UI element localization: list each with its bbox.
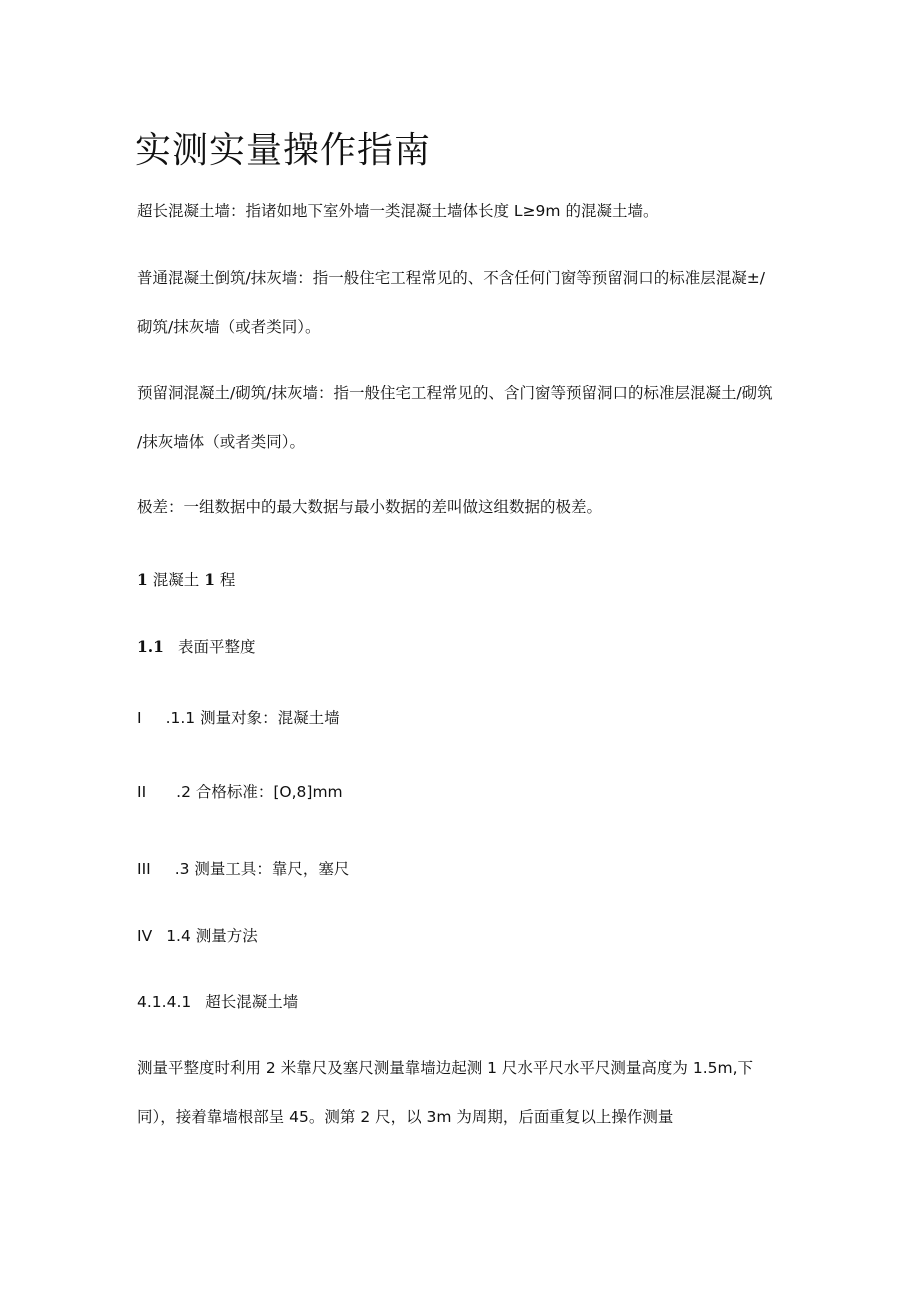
- list-item-3: [137, 859, 349, 879]
- definition-opening-wall-line1: 预留洞混凝土/砌筑/抹灰墙：指一般住宅工程常见的、含门窗等预留洞口的标准层混凝土/砌筑: [137, 384, 773, 402]
- section-text: 表面平整度: [177, 638, 256, 656]
- definition-range: 极差：一组数据中的最大数据与最小数据的差叫做这组数据的极差。: [137, 498, 603, 516]
- list-roman: IV: [137, 927, 153, 945]
- section-number: 1: [137, 570, 148, 589]
- list-roman: I: [137, 709, 142, 727]
- definition-opening-wall-line2: /抹灰墙体（或者类同）。: [137, 433, 305, 451]
- section-number-2: 1: [204, 570, 215, 589]
- subsection-text: 超长混凝土墙: [205, 993, 299, 1011]
- section-text: 混凝土: [152, 571, 200, 589]
- list-text: .1.1 测量对象：混凝土墙: [165, 709, 340, 727]
- definition-long-wall: 超长混凝土墙：指诸如地下室外墙一类混凝土墙体长度 L≥9m 的混凝土墙。: [137, 202, 659, 220]
- list-item-4: [137, 926, 258, 946]
- subsection-number: 4.1.4.1: [137, 993, 192, 1011]
- list-text: .3 测量工具：靠尺，塞尺: [174, 860, 350, 878]
- body-text-line1: 测量平整度时利用 2 米靠尺及塞尺测量靠墙边起测 1 尺水平尺水平尺测量高度为 1.5m,下: [137, 1059, 754, 1077]
- section-text-2: 程: [219, 571, 236, 589]
- list-roman: II: [137, 783, 147, 801]
- list-text: .2 合格标准：[O,8]mm: [176, 783, 343, 801]
- list-item-2: [137, 782, 343, 802]
- body-text-line2: 同），接着靠墙根部呈 45。测第 2 尺，以 3m 为周期，后面重复以上操作测量: [137, 1108, 674, 1126]
- definition-normal-wall-line1: 普通混凝土倒筑/抹灰墙：指一般住宅工程常见的、不含任何门窗等预留洞口的标准层混凝±/: [137, 269, 765, 287]
- list-item-1: [137, 708, 340, 728]
- definition-normal-wall-line2: 砌筑/抹灰墙（或者类同）。: [137, 318, 321, 336]
- section-number: 1.1: [137, 637, 164, 656]
- subsection-heading: [137, 992, 298, 1012]
- list-text: 1.4 测量方法: [166, 927, 258, 945]
- section-heading-1-1: [137, 637, 255, 657]
- section-heading-1: [137, 570, 235, 590]
- list-roman: III: [137, 860, 151, 878]
- document-title: 实测实量操作指南: [135, 130, 432, 171]
